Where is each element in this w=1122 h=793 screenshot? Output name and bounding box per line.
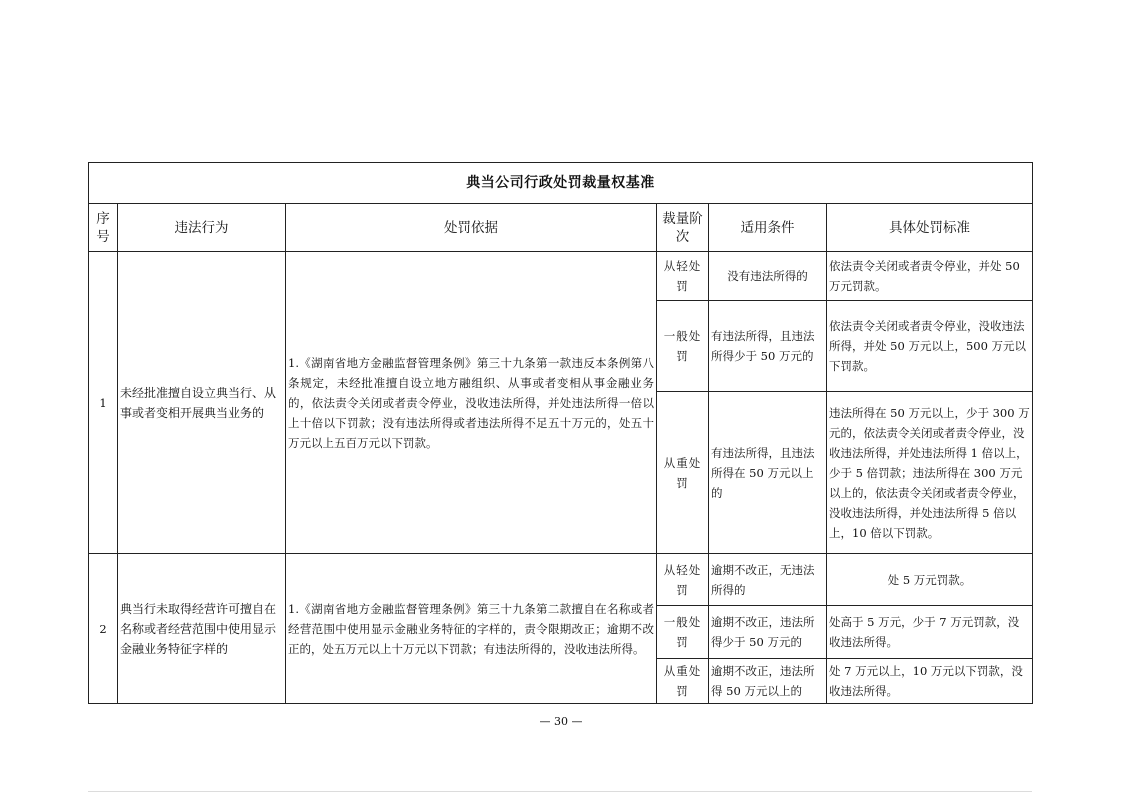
page-divider: [88, 791, 1032, 792]
discretion-standard-table: [88, 162, 1033, 704]
condition-general: 逾期不改正，违法所得少于 50 万元的: [709, 606, 827, 659]
table-row: [89, 554, 1033, 606]
header-standard: 具体处罚标准: [827, 204, 1033, 252]
standard-general: 处高于 5 万元，少于 7 万元罚款，没收违法所得。: [827, 606, 1033, 659]
level-general: 一般处罚: [657, 606, 709, 659]
page-number: — 30 —: [539, 715, 583, 728]
row-number: 1: [89, 252, 118, 554]
condition-general: 有违法所得，且违法所得少于 50 万元的: [709, 301, 827, 392]
condition-heavy: 有违法所得，且违法所得在 50 万元以上的: [709, 392, 827, 554]
row-number: 2: [89, 554, 118, 704]
header-no: 序号: [89, 204, 118, 252]
header-level: 裁量阶次: [657, 204, 709, 252]
header-row: [89, 204, 1033, 252]
violation-act: 典当行未取得经营许可擅自在名称或者经营范围中使用显示金融业务特征字样的: [118, 554, 286, 704]
level-heavy: 从重处罚: [657, 659, 709, 704]
table-row: [89, 252, 1033, 301]
condition-heavy: 逾期不改正，违法所得 50 万元以上的: [709, 659, 827, 704]
condition-light: 逾期不改正，无违法所得的: [709, 554, 827, 606]
level-general: 一般处罚: [657, 301, 709, 392]
table-title: 典当公司行政处罚裁量权基准: [89, 163, 1033, 204]
standard-heavy: 违法所得在 50 万元以上，少于 300 万元的，依法责令关闭或者责令停业，没收违法所得，并处违法所得 1 倍以上，少于 5 倍罚款；违法所得在 300 万元以上的，依法责令关闭或者责令停业，没收违法所得，并处违法所得 5 倍以上，10 倍以下罚款。: [827, 392, 1033, 554]
level-light: 从轻处罚: [657, 252, 709, 301]
condition-light: 没有违法所得的: [709, 252, 827, 301]
header-basis: 处罚依据: [286, 204, 657, 252]
header-act: 违法行为: [118, 204, 286, 252]
penalty-basis: 1.《湖南省地方金融监督管理条例》第三十九条第一款违反本条例第八条规定，未经批准擅自设立地方融组织、从事或者变相从事金融业务的，依法责令关闭或者责令停业，没收违法所得，并处违法所得一倍以上十倍以下罚款；没有违法所得或者违法所得不足五十万元的，处五十万元以上五百万元以下罚款。: [286, 252, 657, 554]
level-heavy: 从重处罚: [657, 392, 709, 554]
penalty-basis: 1.《湖南省地方金融监督管理条例》第三十九条第二款擅自在名称或者经营范围中使用显示金融业务特征的字样的，责令限期改正；逾期不改正的，处五万元以上十万元以下罚款；有违法所得的，没收违法所得。: [286, 554, 657, 704]
standard-light: 处 5 万元罚款。: [827, 554, 1033, 606]
header-condition: 适用条件: [709, 204, 827, 252]
level-light: 从轻处罚: [657, 554, 709, 606]
standard-light: 依法责令关闭或者责令停业，并处 50 万元罚款。: [827, 252, 1033, 301]
standard-heavy: 处 7 万元以上，10 万元以下罚款，没收违法所得。: [827, 659, 1033, 704]
standard-general: 依法责令关闭或者责令停业，没收违法所得，并处 50 万元以上，500 万元以下罚款。: [827, 301, 1033, 392]
violation-act: 未经批准擅自设立典当行、从事或者变相开展典当业务的: [118, 252, 286, 554]
